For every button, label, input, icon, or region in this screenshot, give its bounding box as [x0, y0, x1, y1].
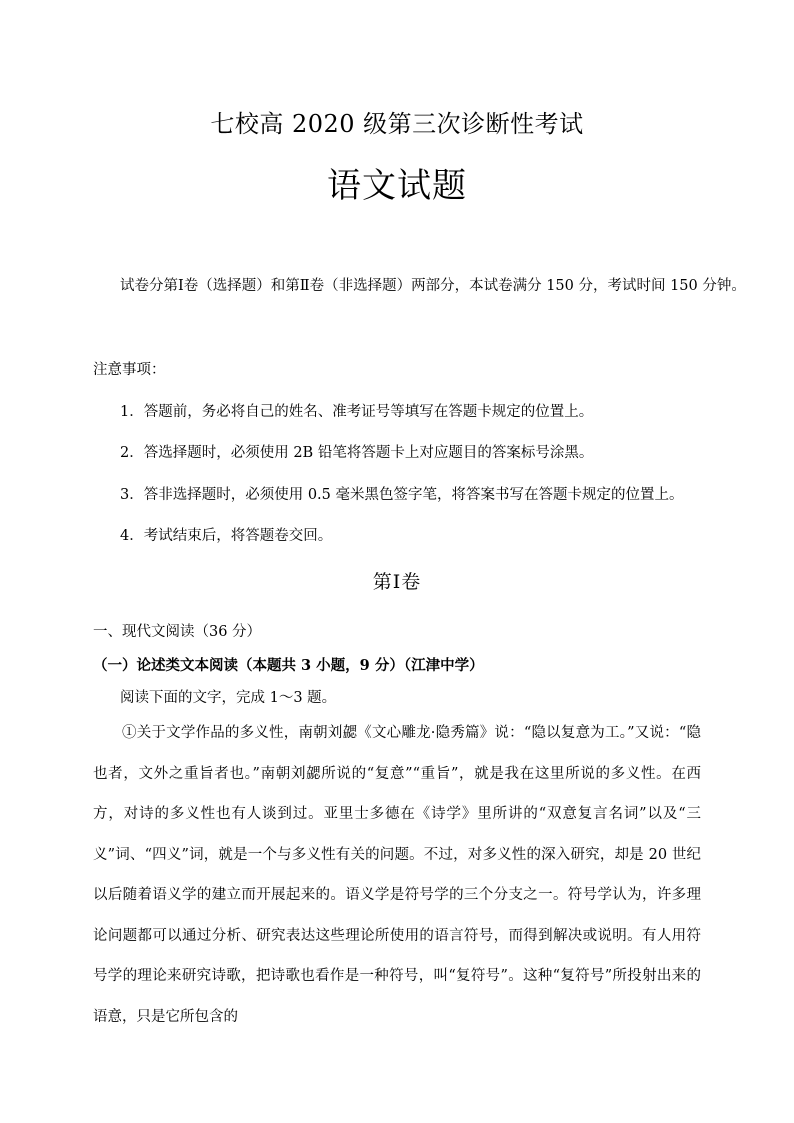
subsection-title: （一）论述类文本阅读（本题共 3 小题，9 分）（江津中学）	[93, 657, 484, 674]
notice-item-4: 4．考试结束后，将答题卷交回。	[120, 528, 333, 544]
exam-title: 七校高 2020 级第三次诊断性考试	[210, 110, 584, 138]
exam-intro: 试卷分第Ⅰ卷（选择题）和第Ⅱ卷（非选择题）两部分，本试卷满分 150 分，考试时间 150 分钟。	[120, 278, 746, 294]
volume-title: 第Ⅰ卷	[372, 571, 422, 593]
reading-paragraph: ①关于文学作品的多义性，南朝刘勰《文心雕龙·隐秀篇》说：“隐以复意为工。”又说：“隐也者，文外之重旨者也。”南朝刘勰所说的“复意”“重旨”，就是我在这里所说的多义性。在西方，对诗的多义性也有人谈到过。亚里士多德在《诗学》里所讲的“双意复言名词”以及“三义”词、“四义”词，就是一个与多义性有关的问题。不过，对多义性的深入研究，却是 20 世纪以后随着语义学的建立而开展起来的。语义学是符号学的三个分支之一。符号学认为，许多理论问题都可以通过分析、研究表达这些理论所使用的语言符号，而得到解决或说明。有人用符号学的理论来研究诗歌，把诗歌也看作是一种符号，叫“复符号”。这种“复符号”所投射出来的语意，只是它所包含的	[93, 725, 701, 1025]
notice-item-1: 1．答题前，务必将自己的姓名、准考证号等填写在答题卡规定的位置上。	[120, 404, 594, 420]
notice-title: 注意事项：	[93, 362, 166, 378]
section-title: 一、现代文阅读（36 分）	[93, 624, 262, 640]
exam-subtitle: 语文试题	[327, 166, 467, 206]
reading-instruction: 阅读下面的文字，完成 1～3 题。	[120, 690, 337, 706]
notice-item-3: 3．答非选择题时，必须使用 0.5 毫米黑色签字笔，将答案书写在答题卡规定的位置上。	[120, 487, 684, 503]
notice-item-2: 2．答选择题时，必须使用 2B 铅笔将答题卡上对应题目的答案标号涂黑。	[120, 445, 594, 461]
